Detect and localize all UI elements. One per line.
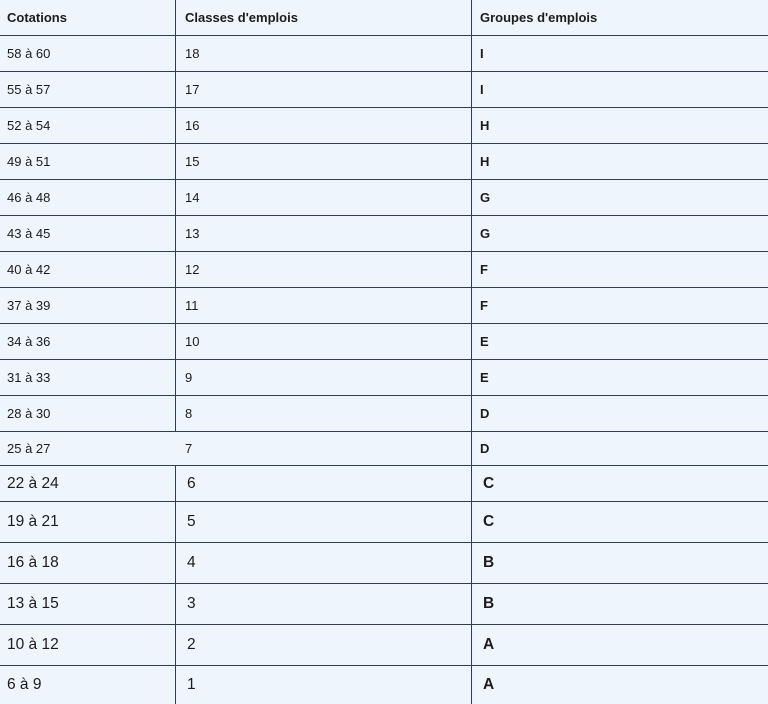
groupe-cell: D	[480, 406, 490, 421]
groupe-cell: I	[480, 82, 484, 97]
cotation-cell: 46 à 48	[0, 180, 176, 215]
groupe-cell: C	[483, 474, 495, 492]
table-row	[0, 396, 768, 432]
classe-cell: 12	[176, 252, 472, 287]
cotation-cell: 10 à 12	[0, 625, 176, 665]
cotation-cell: 49 à 51	[0, 144, 176, 179]
cotation-cell: 43 à 45	[0, 216, 176, 251]
classe-cell: 1	[176, 666, 472, 704]
table-row	[0, 666, 768, 704]
table-row	[0, 502, 768, 543]
groupe-cell: A	[483, 636, 495, 653]
table-row	[0, 108, 768, 144]
table-row	[0, 180, 768, 216]
groupe-cell: B	[483, 554, 495, 571]
table-row	[0, 324, 768, 360]
cotation-cell: 25 à 27	[7, 441, 51, 456]
cotation-cell: 58 à 60	[0, 36, 176, 71]
groupe-cell: F	[480, 298, 488, 313]
table-row	[0, 584, 768, 625]
cotation-cell: 13 à 15	[0, 584, 176, 624]
cotation-cell: 19 à 21	[0, 502, 176, 542]
table-row	[0, 36, 768, 72]
table-row	[0, 216, 768, 252]
cotation-cell: 28 à 30	[0, 396, 176, 431]
classe-cell: 9	[176, 360, 472, 395]
cotation-cell: 6 à 9	[0, 666, 176, 704]
groupe-cell: A	[483, 676, 495, 693]
table-row	[0, 432, 768, 466]
groupe-cell: E	[480, 370, 489, 385]
cotation-cell: 52 à 54	[0, 108, 176, 143]
table-header-row	[0, 0, 768, 36]
cotation-cell: 37 à 39	[0, 288, 176, 323]
groupe-cell: D	[480, 441, 490, 456]
classe-cell: 10	[176, 324, 472, 359]
cotation-cell: 40 à 42	[0, 252, 176, 287]
groupe-cell: G	[480, 190, 491, 205]
cotation-cell: 34 à 36	[0, 324, 176, 359]
cotation-cell: 22 à 24	[0, 466, 176, 501]
classe-cell: 15	[176, 144, 472, 179]
table-row	[0, 625, 768, 666]
classe-cell: 11	[176, 288, 472, 323]
table-row	[0, 466, 768, 502]
header-classes: Classes d'emplois	[176, 0, 472, 35]
classe-cell: 18	[176, 36, 472, 71]
table-row	[0, 72, 768, 108]
classe-cell: 7	[176, 432, 472, 465]
groupe-cell: G	[480, 226, 491, 241]
cotation-cell: 31 à 33	[0, 360, 176, 395]
groupe-cell: B	[483, 595, 495, 612]
groupe-cell: H	[480, 118, 490, 133]
table-row	[0, 543, 768, 584]
table-row	[0, 360, 768, 396]
classe-cell: 17	[176, 72, 472, 107]
groupe-cell: I	[480, 46, 484, 61]
header-groupes: Groupes d'emplois	[480, 10, 598, 25]
cotation-cell: 55 à 57	[0, 72, 176, 107]
groupe-cell: E	[480, 334, 489, 349]
cotation-cell: 16 à 18	[0, 543, 176, 583]
classe-cell: 4	[176, 543, 472, 583]
classe-cell: 2	[176, 625, 472, 665]
groupe-cell: H	[480, 154, 490, 169]
classe-cell: 6	[176, 466, 472, 501]
classe-cell: 16	[176, 108, 472, 143]
classe-cell: 3	[176, 584, 472, 624]
classe-cell: 13	[176, 216, 472, 251]
table-row	[0, 252, 768, 288]
classe-cell: 14	[176, 180, 472, 215]
header-cotations: Cotations	[0, 0, 176, 35]
table-row	[0, 144, 768, 180]
groupe-cell: F	[480, 262, 488, 277]
classe-cell: 5	[176, 502, 472, 542]
table-row	[0, 288, 768, 324]
classe-cell: 8	[176, 396, 472, 431]
groupe-cell: C	[483, 513, 495, 530]
